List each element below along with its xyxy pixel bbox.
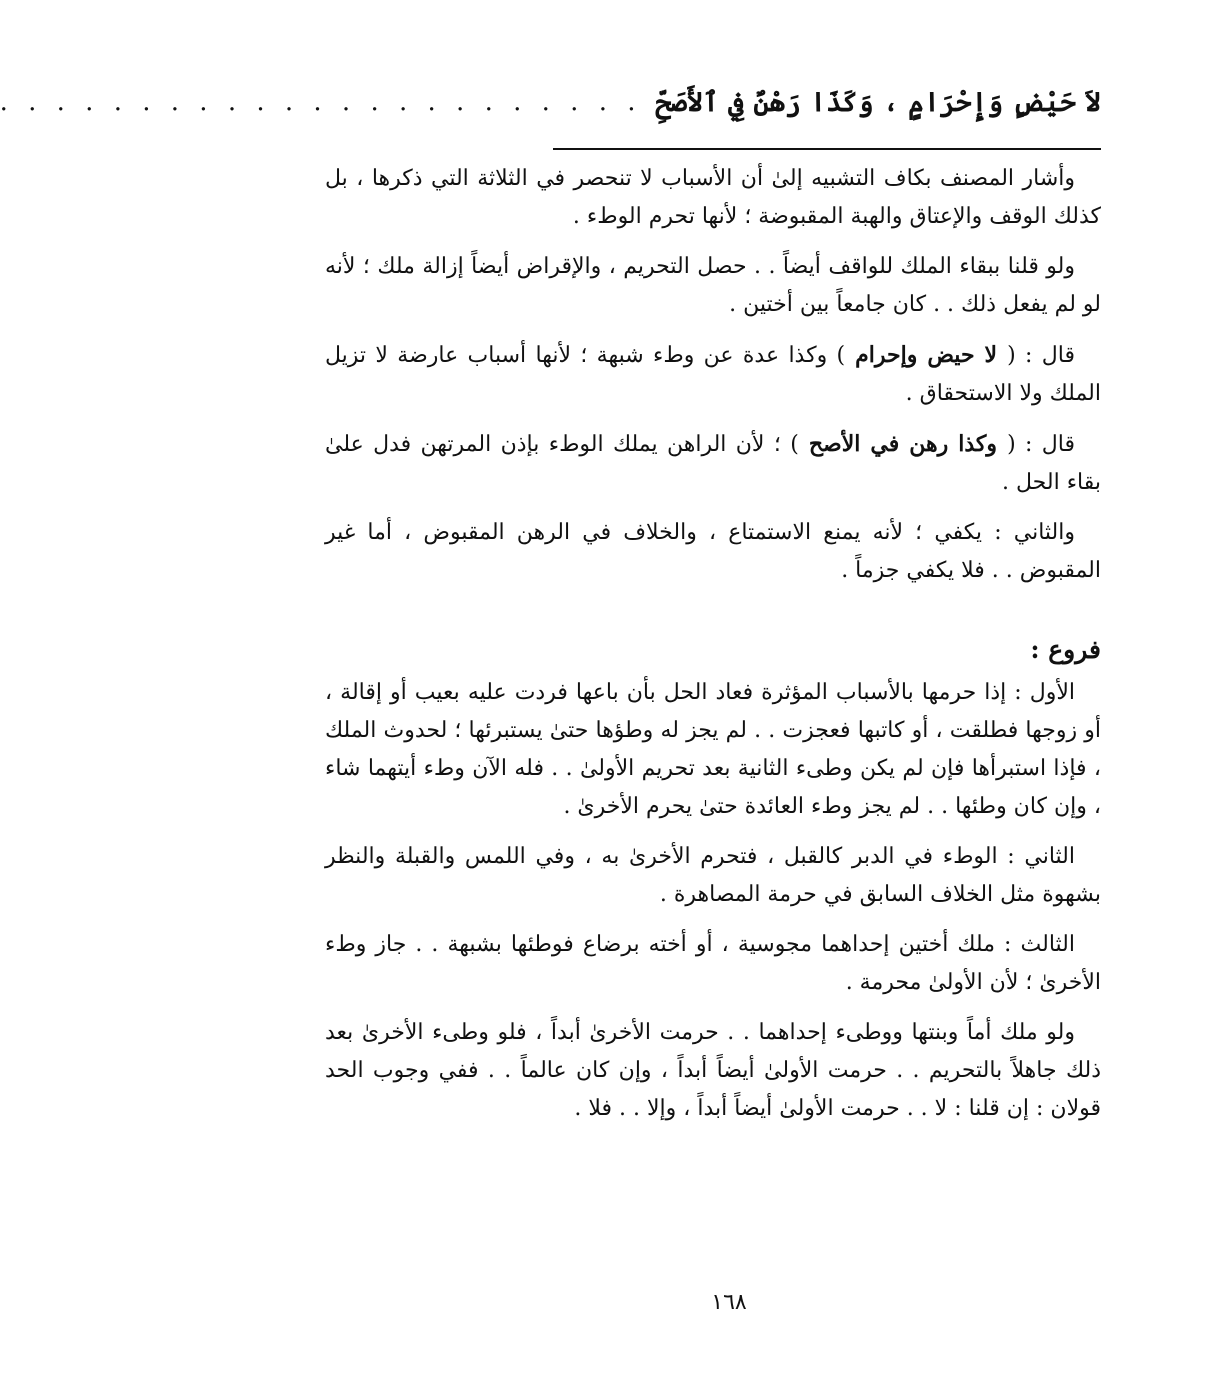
paragraph-3-after: ) وكذا عدة عن وطء شبهة ؛ لأنها أسباب عارضة لا تزيل الملك ولا الاستحقاق . — [325, 343, 1101, 406]
paragraph-4-after: ) ؛ لأن الراهن يملك الوطء بإذن المرتهن فدل علىٰ بقاء الحل . — [325, 432, 1101, 495]
paragraph-2: ولو قلنا ببقاء الملك للواقف أيضاً . . حصل التحريم ، والإقراض أيضاً إزالة ملك ؛ لأنه لو لم يفعل ذلك . . كان جامعاً بين أختين . — [325, 254, 1101, 317]
matn-dots: . . . . . . . . . . . . . . . . . . . . . . . — [0, 87, 642, 117]
paragraph-5: والثاني : يكفي ؛ لأنه يمنع الاستمتاع ، والخلاف في الرهن المقبوض ، أما غير المقبوض . . فلا يكفي جزماً . — [325, 520, 1101, 583]
header-rule — [553, 148, 1101, 150]
matn-text: لاَ حَيْضٍ وَإِحْرَامٍ ، وَكَذَا رَهْنٌ فِي ٱلأَصَحِّ — [655, 86, 1101, 118]
furu-paragraph-4: ولو ملك أماً وبنتها ووطىء إحداهما . . حرمت الأخرىٰ أبداً ، فلو وطىء الأخرىٰ بعد ذلك جاهلاً بالتحريم . . حرمت الأولىٰ أيضاً أبداً ، وإن كان عالماً . . ففي وجوب الحد قولان : إن قلنا : لا . . حرمت الأولىٰ أيضاً أبداً ، وإلا . . فلا . — [325, 1020, 1101, 1121]
paragraph-3-before: قال : ( — [1007, 343, 1075, 368]
paragraph-4 — [325, 425, 1101, 502]
matn-header — [0, 74, 1101, 130]
section-title-furu: فروع : — [1030, 635, 1101, 664]
furu-paragraph-3: الثالث : ملك أختين إحداهما مجوسية ، أو أخته برضاع فوطئها بشبهة . . جاز وطء الأخرىٰ ؛ لأن الأولىٰ محرمة . — [325, 932, 1101, 995]
paragraph-3-matn: لا حيض وإحرام — [845, 342, 1008, 368]
paragraph-4-before: قال : ( — [1007, 432, 1075, 457]
furu-paragraph-1: الأول : إذا حرمها بالأسباب المؤثرة فعاد الحل بأن باعها فردت عليه بعيب أو إقالة ، أو زوجها فطلقت ، أو كاتبها فعجزت . . لم يجز له وطؤها حتىٰ يستبرئها ؛ لحدوث الملك ، فإذا استبرأها فإن لم يكن وطىء الثانية بعد تحريم الأولىٰ . . فله الآن وطء أيتهما شاء ، وإن كان وطئها . . لم يجز وطء العائدة حتىٰ يحرم الأخرىٰ . — [325, 680, 1101, 819]
page-number: ١٦٨ — [711, 1290, 747, 1315]
paragraph-3 — [325, 336, 1101, 413]
paragraph-4-matn: وكذا رهن في الأصح — [798, 431, 1008, 457]
paragraph-1: وأشار المصنف بكاف التشبيه إلىٰ أن الأسباب لا تنحصر في الثلاثة التي ذكرها ، بل كذلك الوقف والإعتاق والهبة المقبوضة ؛ لأنها تحرم الوطء . — [325, 166, 1101, 229]
furu-paragraph-2: الثاني : الوطء في الدبر كالقبل ، فتحرم الأخرىٰ به ، وفي اللمس والقبلة والنظر بشهوة مثل الخلاف السابق في حرمة المصاهرة . — [325, 844, 1101, 907]
commentary-body — [325, 160, 1101, 1140]
